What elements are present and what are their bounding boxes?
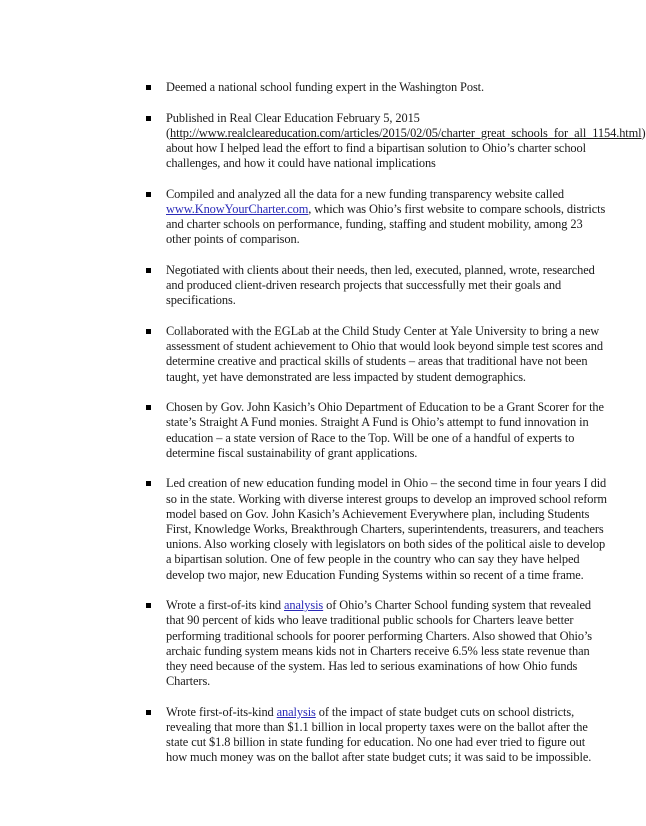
square-bullet-icon <box>146 710 151 715</box>
square-bullet-icon <box>146 405 151 410</box>
charter-analysis-link[interactable]: analysis <box>284 598 324 613</box>
bullet-text-after: ) about how I helped lead the effort to find a bipartisan solution to Ohio’s charter school challenges, and how it could have national implications <box>166 125 646 171</box>
bullet-text: Deemed a national school funding expert in the Washington Post. <box>166 80 485 94</box>
bullet-item-eglab-yale <box>146 324 608 385</box>
bullet-text: Chosen by Gov. John Kasich’s Ohio Department of Education to be a Grant Scorer for the state’s Straight A Fund monies. Straight A Fund is Ohio’s attempt to fund innovation in education – a state version of Race to the Top. Will be one of a handful of experts to determine fiscal sustainability of grant applications. <box>166 400 604 460</box>
budget-cuts-analysis-link[interactable]: analysis <box>276 704 316 719</box>
bullet-text-before: Compiled and analyzed all the data for a new funding transparency website called <box>166 186 564 201</box>
bullet-text: Negotiated with clients about their needs, then led, executed, planned, wrote, researched and produced client-driven research projects that successfully met their goals and specifications. <box>166 263 595 308</box>
bullet-list <box>146 80 646 781</box>
bullet-text-after: , which was Ohio’s first website to compare schools, districts and charter schools on performance, funding, staffing and student mobility, among 23 other points of comparison. <box>166 202 606 247</box>
bullet-item-charter-analysis <box>146 598 608 689</box>
bullet-item-budget-cuts-analysis <box>146 705 608 766</box>
square-bullet-icon <box>146 268 151 273</box>
bullet-item-client-research <box>146 263 608 309</box>
bullet-text-before: Wrote a first-of-its kind <box>166 598 285 613</box>
square-bullet-icon <box>146 603 151 608</box>
square-bullet-icon <box>146 85 151 90</box>
square-bullet-icon <box>146 481 151 486</box>
bullet-text-after: of Ohio’s Charter School funding system that revealed that 90 percent of kids who leave traditional public schools for Charters leave better performing traditional schools for poorer performing Charters. Also showed that Ohio’s archaic funding system means kids not in Charters receive 6.5% less state revenue than they need because of the system. Has led to serious examinations of how Ohio funds Charters. <box>166 598 593 689</box>
bullet-item-grant-scorer <box>146 400 608 461</box>
real-clear-education-link[interactable]: http://www.realcleareducation.com/articles/2015/02/05/charter_great_schools_for_all_1154.html <box>170 125 642 140</box>
bullet-text-after: of the impact of state budget cuts on school districts, revealing that more than $1.1 billion in local property taxes were on the ballot after the state cut $1.8 billion in state funding for education. No one had ever tried to figure out how much money was on the ballot after state budget cuts; it was said to be impossible. <box>166 704 592 765</box>
square-bullet-icon <box>146 116 151 121</box>
bullet-item-funding-model <box>146 476 608 582</box>
bullet-text: Led creation of new education funding model in Ohio – the second time in four years I did so in the state. Working with diverse interest groups to develop an improved school reform model based on Gov. John Kasich’s Achievement Everywhere plan, including Students First, Knowledge Works, Breakthrough Charters, superintendents, treasurers, and teachers unions. Also working closely with legislators on both sides of the political aisle to develop a bipartisan solution. One of few people in the country who can say they have helped develop two major, new Education Funding Systems within so recent of a time frame. <box>166 476 607 582</box>
bullet-item-washington-post <box>146 80 608 95</box>
bullet-text: Collaborated with the EGLab at the Child Study Center at Yale University to bring a new assessment of student achievement to Ohio that would look beyond simple test scores and determine creative and practical skills of students – areas that traditional have not been taught, yet have demonstrated are less impacted by student demographics. <box>166 324 603 384</box>
know-your-charter-link[interactable]: www.KnowYourCharter.com <box>166 202 309 216</box>
bullet-item-real-clear-education <box>146 110 646 172</box>
square-bullet-icon <box>146 329 151 334</box>
bullet-text-before: Wrote first-of-its-kind <box>166 704 277 719</box>
bullet-text-before: Published in Real Clear Education February 5, 2015 ( <box>166 110 420 140</box>
bullet-item-know-your-charter <box>146 187 608 248</box>
square-bullet-icon <box>146 192 151 197</box>
